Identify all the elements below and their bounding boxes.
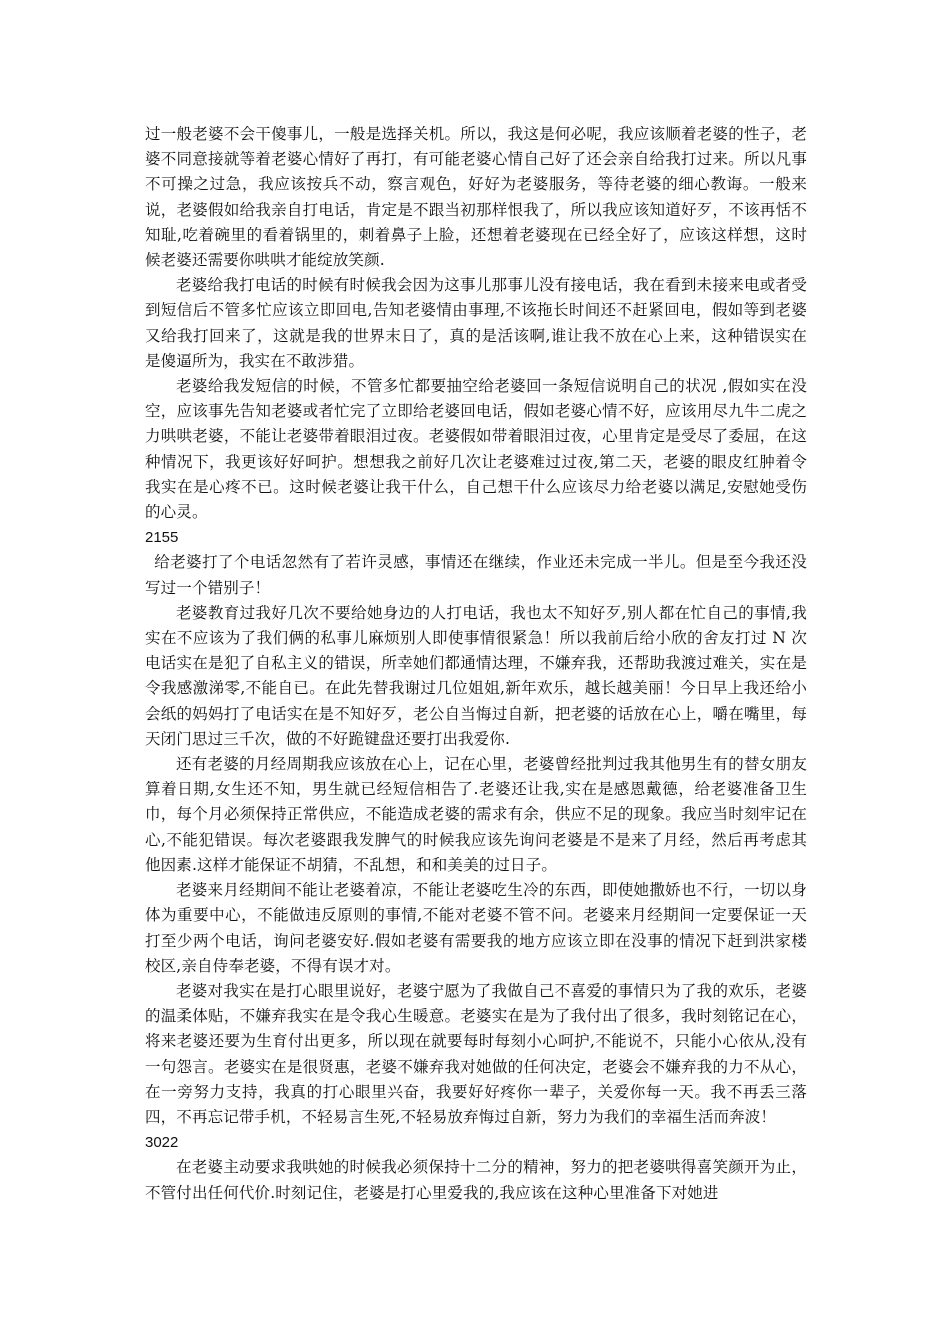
paragraph: 老婆对我实在是打心眼里说好，老婆宁愿为了我做自己不喜爱的事情只为了我的欢乐，老婆的温柔体贴，不嫌弃我实在是令我心生暖意。老婆实在是为了我付出了很多，我时刻铭记在心，将来老婆还要为生育付出更多，所以现在就要每时每刻小心呵护,不能说不，只能小心依从,没有一句怨言。老婆实在是很贤惠，老婆不嫌弃我对她做的任何决定，老婆会不嫌弃我的力不从心，在一旁努力支持，我真的打心眼里兴奋，我要好好疼你一辈子，关爱你每一天。我不再丢三落四，不再忘记带手机，不轻易言生死,不轻易放弃悔过自新，努力为我们的幸福生活而奔波！: [145, 981, 807, 1126]
paragraph: 老婆来月经期间不能让老婆着凉，不能让老婆吃生冷的东西，即使她撒娇也不行，一切以身体为重要中心，不能做违反原则的事情,不能对老婆不管不问。老婆来月经期间一定要保证一天打至少两个电话，询问老婆安好.假如老婆有需要我的地方应该立即在没事的情况下赶到洪家楼校区,亲自侍奉老婆，不得有误才对。: [145, 881, 807, 975]
paragraph: 老婆教育过我好几次不要给她身边的人打电话，我也太不知好歹,别人都在忙自己的事情,我实在不应该为了我们俩的私事儿麻烦别人即使事情很紧急！所以我前后给小欣的舍友打过 N 次电话实在是犯了自私主义的错误，所幸她们都通情达理，不嫌弃我，还帮助我渡过难关，实在是令我感激涕零,不能自已。在此先替我谢过几位姐姐,新年欢乐，越长越美丽！今日早上我还给小会纸的妈妈打了电话实在是不知好歹，老公自当悔过自新，把老婆的话放在心上，嚼在嘴里，每天闭门思过三千次，做的不好跪键盘还要打出我爱你.: [145, 603, 807, 748]
paragraph: 给老婆打了个电话忽然有了若许灵感，事情还在继续，作业还未完成一半儿。但是至今我还没写过一个错别子！: [145, 553, 807, 597]
paragraph: 老婆给我打电话的时候有时候我会因为这事儿那事儿没有接电话，我在看到未接来电或者受到短信后不管多忙应该立即回电,告知老婆情由事理,不该拖长时间还不赶紧回电，假如等到老婆又给我打回来了，这就是我的世界末日了，真的是活该啊,谁让我不放在心上来，这种错误实在是傻逼所为，我实在不敢涉猎。: [145, 276, 807, 370]
paragraph: 在老婆主动要求我哄她的时候我必须保持十二分的精神，努力的把老婆哄得喜笑颜开为止，不管付出任何代价.时刻记住，老婆是打心里爱我的,我应该在这种心里准备下对她进: [145, 1158, 807, 1202]
paragraph: 老婆给我发短信的时候，不管多忙都要抽空给老婆回一条短信说明自己的状况 ,假如实在没空，应该事先告知老婆或者忙完了立即给老婆回电话，假如老婆心情不好，应该用尽九牛二虎之力哄哄老婆，不能让老婆带着眼泪过夜。老婆假如带着眼泪过夜，心里肯定是受尽了委屈，在这种情况下，我更该好好呵护。想想我之前好几次让老婆难过过夜,第二天，老婆的眼皮红肿着令我实在是心疼不已。这时候老婆让我干什么，自己想干什么应该尽力给老婆以满足,安慰她受伤的心灵。: [145, 377, 807, 522]
paragraph: 还有老婆的月经周期我应该放在心上，记在心里，老婆曾经批判过我其他男生有的替女朋友算着日期,女生还不知，男生就已经短信相告了.老婆还让我,实在是感恩戴德，给老婆准备卫生巾，每个月必须保持正常供应，不能造成老婆的需求有余，供应不足的现象。我应当时刻牢记在心,不能犯错误。每次老婆跟我发脾气的时候我应该先询问老婆是不是来了月经，然后再考虑其他因素.这样才能保证不胡猜，不乱想，和和美美的过日子。: [145, 755, 807, 874]
section-number: 2155: [145, 529, 179, 547]
section-number: 3022: [145, 1134, 179, 1152]
paragraph: 过一般老婆不会干傻事儿，一般是选择关机。所以，我这是何必呢，我应该顺着老婆的性子，老婆不同意接就等着老婆心情好了再打，有可能老婆心情自己好了还会亲自给我打过来。所以凡事不可操之过急，我应该按兵不动，察言观色，好好为老婆服务，等待老婆的细心教诲。一般来说，老婆假如给我亲自打电话，肯定是不跟当初那样恨我了，所以我应该知道好歹，不该再恬不知耻,吃着碗里的看着锅里的，刺着鼻子上脸，还想着老婆现在已经全好了，应该这样想，这时候老婆还需要你哄哄才能绽放笑颜.: [145, 125, 807, 270]
document-page: [145, 122, 807, 1206]
